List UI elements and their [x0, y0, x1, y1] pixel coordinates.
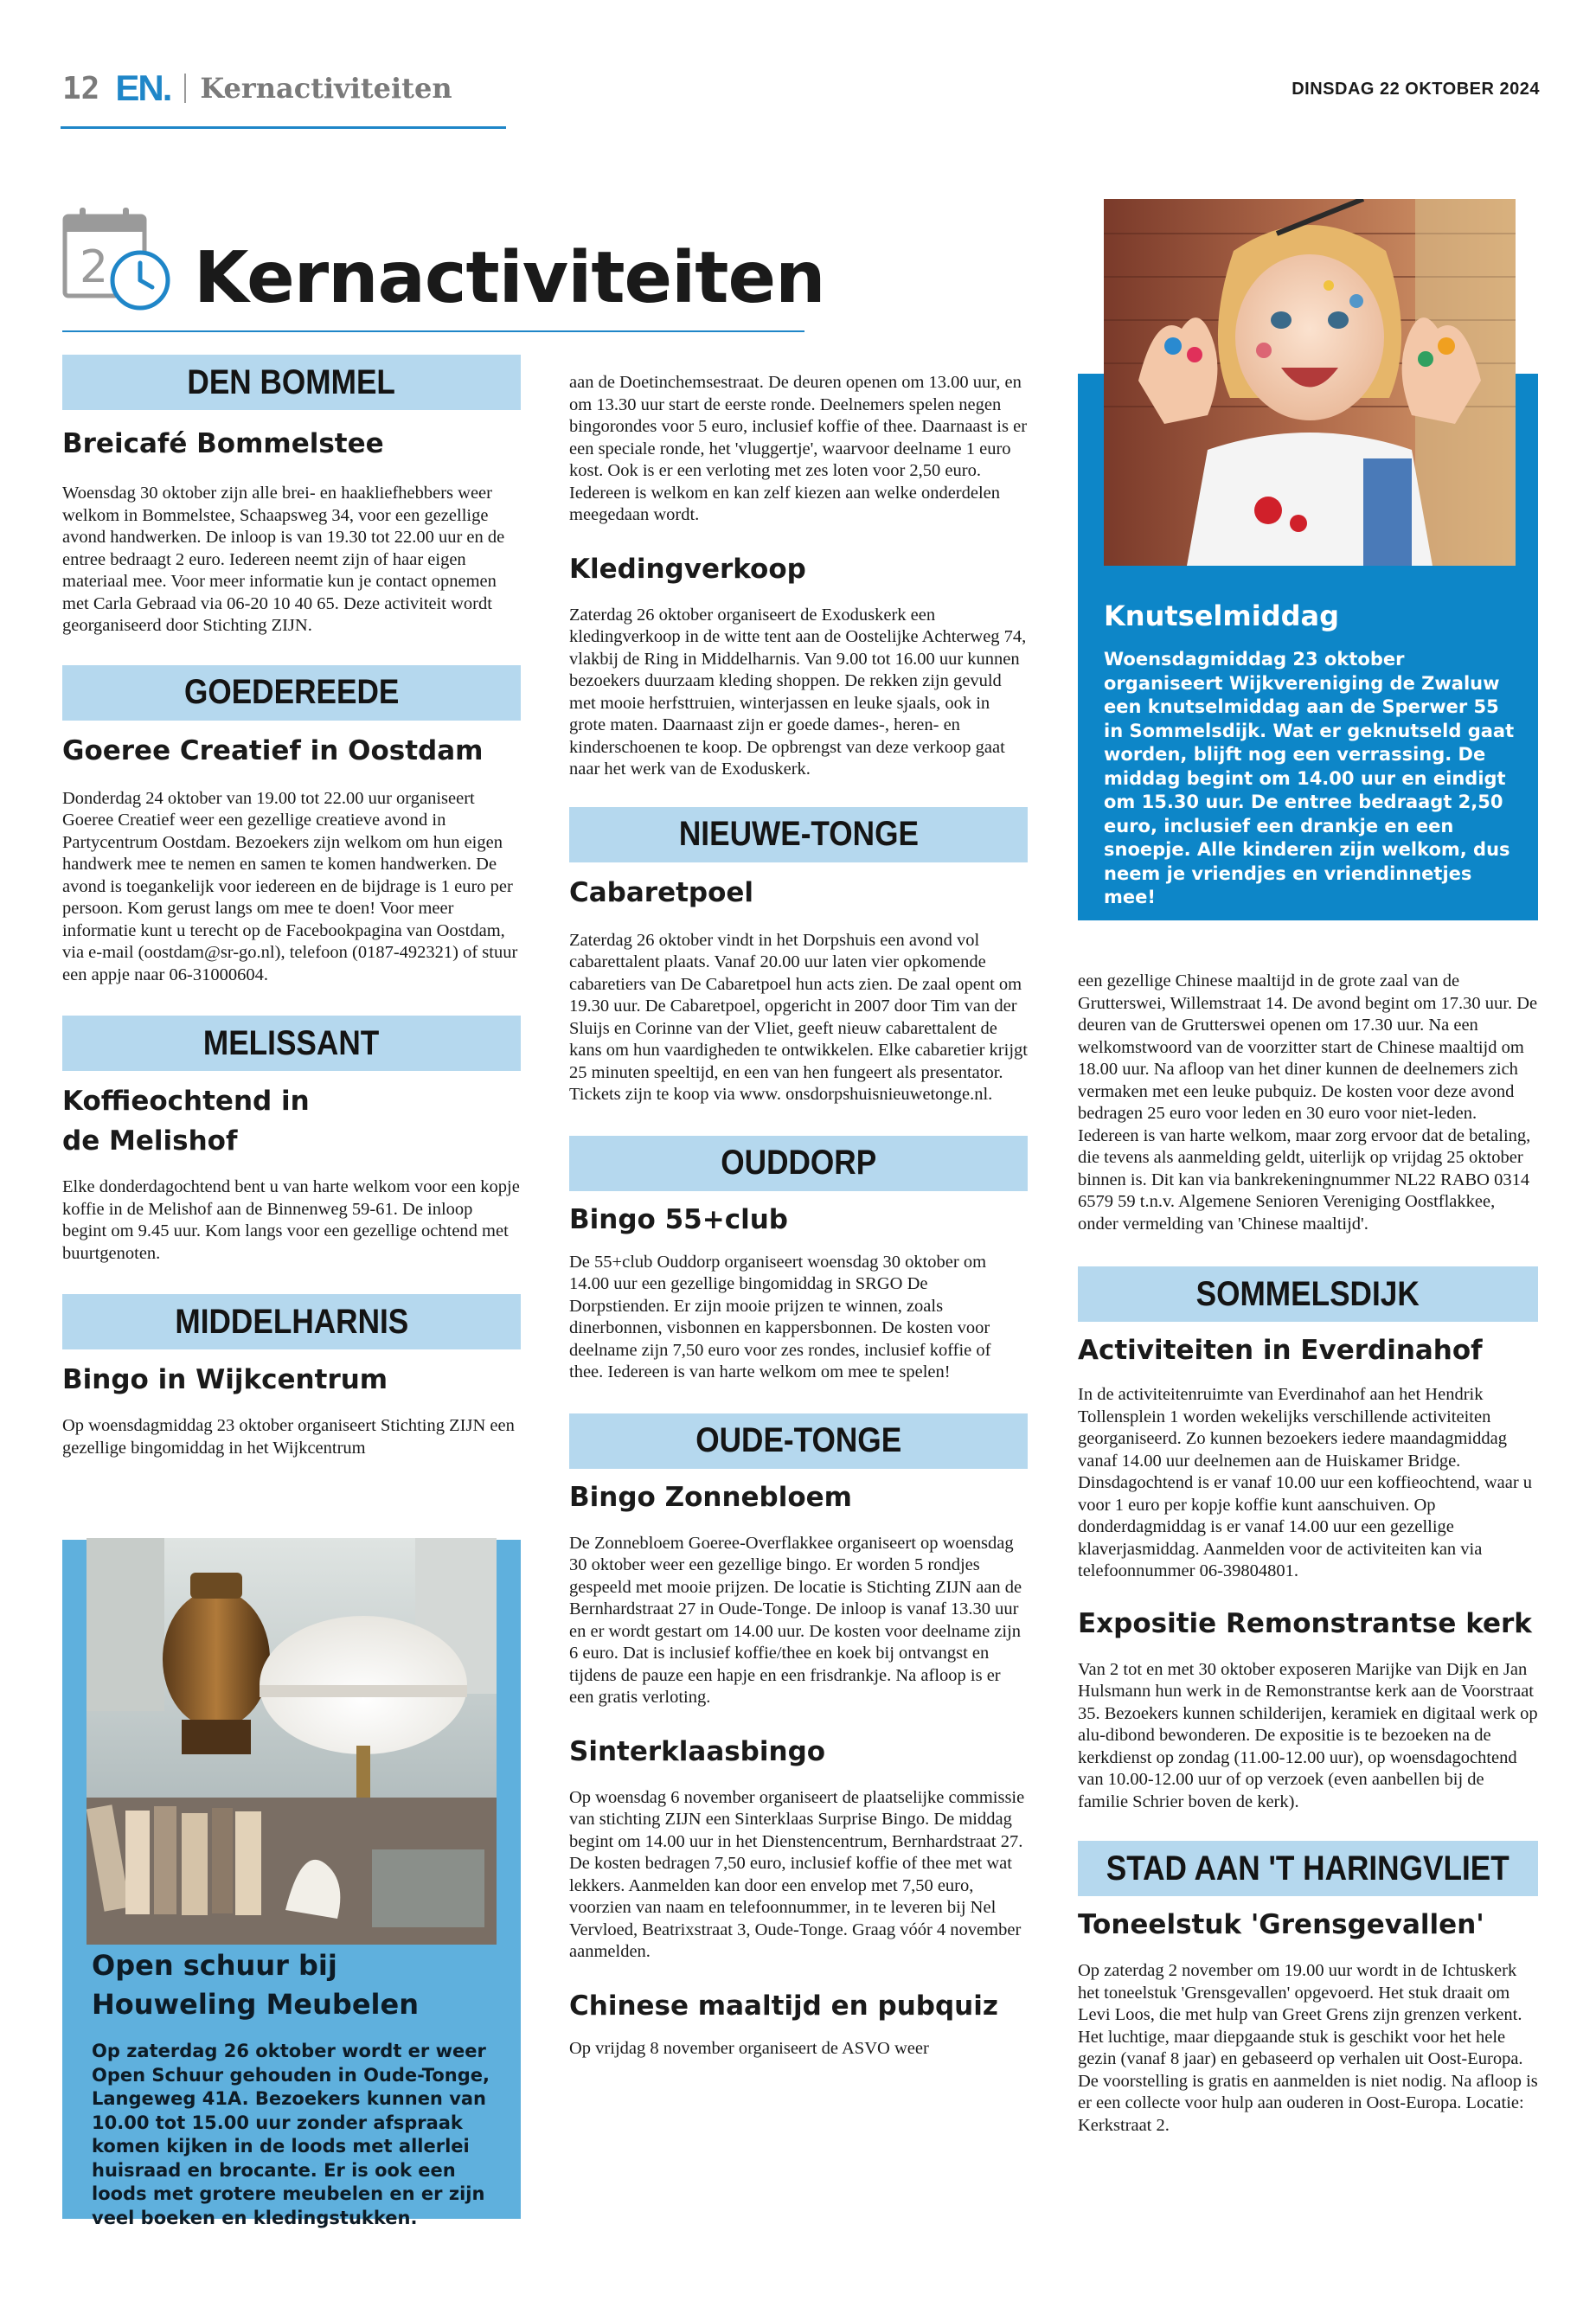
region-banner: [569, 807, 1028, 862]
child-painting-photo: [1104, 199, 1516, 566]
region-banner: [62, 1016, 521, 1071]
article-den-bommel: [62, 355, 521, 638]
calendar-clock-icon: [62, 208, 173, 313]
section-label: Kernactiviteiten: [200, 72, 452, 105]
article-title: Activiteiten in Everdinahof: [1078, 1335, 1483, 1366]
calendar-digit: 2: [80, 241, 109, 293]
region-banner: [569, 1413, 1028, 1469]
column-2: [569, 372, 1028, 2060]
continued-text: een gezellige Chinese maaltijd in de grote zaal van de Grutterswei, Willemstraat 14. De avond begint om 17.30 uur. De deuren van de Grutterswei openen om 17.30 uur. Na een welkomstwoord van de voorzitter start de Chinese maaltijd om 18.00 uur. Na afloop van het diner kunnen de deelnemers zich vermaken met een leuke pubquiz. De kosten voor deze avond bedragen 25 euro voor leden en 30 euro voor niet-leden. Iedereen is van harte welkom, maar zorg ervoor dat de betaling, die tevens als aanmelding geldt, uiterlijk op vrijdag 25 oktober binnen is. Dit kan via bankrekeningnummer NL22 RABO 0314 6579 59 t.n.v. Algemene Senioren Vereniging Oostflakkee, onder vermelding van 'Chinese maaltijd'.: [1078, 971, 1538, 1234]
article-body: Op woensdagmiddag 23 oktober organiseert Stichting ZIJN een gezellige bingomiddag in het Wijkcentrum: [62, 1416, 515, 1458]
article-title: Bingo Zonnebloem: [569, 1481, 852, 1513]
column-3: [1078, 971, 1538, 2137]
article-sinterklaasbingo: [569, 1732, 1028, 1964]
panel-title-line-1: Open schuur bij: [92, 1949, 337, 1982]
region-banner: [1078, 1266, 1538, 1322]
region-banner: [1078, 1841, 1538, 1896]
region-banner: [62, 1294, 521, 1349]
region-banner-label: STAD AAN 'T HARINGVLIET: [1106, 1849, 1509, 1888]
newspaper-logo[interactable]: EN.: [115, 67, 171, 108]
child-illustration: [1104, 199, 1516, 566]
region-banner: [62, 355, 521, 410]
region-banner-label: OUDDORP: [721, 1144, 876, 1182]
panel-text-block: [92, 1946, 507, 2230]
article-kledingverkoop: [569, 549, 1028, 781]
article-chinese-maaltijd: [569, 1986, 1028, 2061]
continued-text: aan de Doetinchemsestraat. De deuren openen om 13.00 uur, en om 13.30 uur start de eerste ronde. Deelnemers spelen negen bingorondes voor 5 euro, inclusief koffie of thee. Daarnaast is er een speciale ronde, het 'vluggertje', waarvoor deelname 1 euro kost. Ook is er een verloting met zes loten voor 2,50 euro. Iedereen is welkom en kan zelf kiezen aan welke onderdelen meegedaan wordt.: [569, 373, 1028, 524]
issue-date: DINSDAG 22 OKTOBER 2024: [1292, 80, 1540, 99]
brocante-illustration: [87, 1538, 497, 1945]
article-sommelsdijk: [1078, 1266, 1538, 1583]
main-heading: [62, 208, 825, 329]
article-oude-tonge: [569, 1413, 1028, 1709]
article-body: Op zaterdag 2 november om 19.00 uur wordt in de Ichtuskerk het toneelstuk 'Grensgevallen' opgevoerd. Het stuk draait om Levi Loos, die met hulp van Greet Grens zijn grenzen verkent. Het luchtige, maar diepgaande stuk is geschikt voor het hele gezin (vanaf 8 jaar) en gebaseerd op verhalen uit Oost-Europa. De voorstelling is gratis en aanmelden is niet nodig. Na afloop is er een collecte voor hulp aan ouderen in Oost-Europa. Locatie: Kerkstraat 2.: [1078, 1961, 1538, 2135]
panel-body: Op zaterdag 26 oktober wordt er weer Open Schuur gehouden in Oude-Tonge, Langeweg 41A. Bezoekers kunnen van 10.00 tot 15.00 uur zonder afspraak komen kijken in de loods met allerlei huisraad en brocante. Er is ook een loods met grotere meubelen en er zijn veel boeken en kledingstukken.: [92, 2041, 490, 2228]
article-goedereede: [62, 665, 521, 987]
article-body: Op woensdag 6 november organiseert de plaatselijke commissie van stichting ZIJN een Sinterklaas Surprise Bingo. De middag begint om 14.00 uur in het Dienstencentrum, Bernhardstraat 27. De kosten bedragen 7,50 euro, inclusief koffie of thee met wat lekkers. Aanmelden kan door een envelop met 7,50 euro, voorzien van naam en telefoonnummer, in te leveren bij Nel Vervloed, Beatrixstraat 3, Oude-Tonge. Graag vóór 4 november aanmelden.: [569, 1787, 1025, 1961]
panel-title: Knutselmiddag: [1104, 599, 1339, 632]
article-ouddorp: [569, 1136, 1028, 1384]
article-body: Zaterdag 26 oktober vindt in het Dorpshuis een avond vol cabarettalent plaats. Vanaf 20.00 uur laten vier opkomende cabaretiers van De Cabaretpoel hun acts zien. De zaal opent om 19.30 uur. De Cabaretpoel, opgericht in 2007 door Tim van der Sluijs en Corinne van der Vliet, geeft nieuw cabarettalent de kans om hun vaardigheden te ontwikkelen. Elke cabaretier krijgt 25 minuten speeltijd, en een van hen fungeert als presentator. Tickets zijn te koop via www. onsdorpshuisnieuwetonge.nl.: [569, 930, 1028, 1104]
page-header: [62, 67, 452, 109]
article-body: De Zonnebloem Goeree-Overflakkee organiseert op woensdag 30 oktober weer een gezellige bingo. Er worden 5 rondjes gespeeld met mooie prijzen. De locatie is Stichting ZIJN aan de Bernhardstraat 27 in Oude-Tonge. De inloop is vanaf 13.30 uur en er wordt gestart om 14.00 uur. De kosten voor deelname zijn 6 euro. Dat is inclusief koffie/thee en koek bij ontvangst en tijdens de pauze een hapje en een frisdrankje. Na afloop is er een gratis verloting.: [569, 1533, 1022, 1707]
column-1: [62, 355, 521, 1459]
article-title: Expositie Remonstrantse kerk: [1078, 1607, 1532, 1639]
article-title: Kledingverkoop: [569, 553, 806, 585]
article-middelharnis: [62, 1294, 521, 1459]
header-divider: [184, 74, 186, 103]
article-title: Bingo 55+club: [569, 1203, 788, 1235]
article-body: Donderdag 24 oktober van 19.00 tot 22.00 uur organiseert Goeree Creatief weer een gezellige creatieve avond in Partycentrum Oostdam. Bezoekers zijn welkom om hun eigen handwerk mee te nemen en samen te komen handwerken. De avond is toegankelijk voor iedereen en de bijdrage is 1 euro per persoon. Kom gerust langs om mee te doen! Voor meer informatie kunt u terecht op de Facebookpagina van Oostdam, via e-mail (oostdam@sr-go.nl), telefoon (0187-492321) of stuur een appje naar 06-31000604.: [62, 788, 518, 984]
region-banner-label: NIEUWE-TONGE: [678, 815, 919, 853]
region-banner: [62, 665, 521, 721]
region-banner-label: SOMMELSDIJK: [1195, 1274, 1420, 1313]
article-melissant: [62, 1016, 521, 1265]
article-body: Zaterdag 26 oktober organiseert de Exoduskerk een kledingverkoop in de witte tent aan de Oostelijke Achterweg 74, vlakbij de Ring in Middelharnis. Van 9.00 tot 16.00 uur kunnen bezoekers duurzaam kleding shoppen. De rekken zijn gevuld met mooie herfsttruien, winterjassen en leuke sjaals, ook in grote maten. Daarnaast zijn er goede dames-, heren- en kinderschoenen te koop. De opbrengst van deze verkoop gaat naar het werk van de Exoduskerk.: [569, 605, 1027, 779]
article-body: Van 2 tot en met 30 oktober exposeren Marijke van Dijk en Jan Hulsmann hun werk in de Remonstrantse kerk aan de Voorstraat 35. Bezoekers kunnen schilderijen, keramiek en digitaal werk op alu-dibond bewonderen. De expositie is te bezoeken na de kerkdienst op zondag (11.00-12.00 uur), op woensdagochtend van 10.00-12.00 uur of op verzoek (even aanbellen bij de familie Schrier boven de kerk).: [1078, 1659, 1538, 1811]
region-banner: [569, 1136, 1028, 1191]
article-stad-aan-t-haringvliet: [1078, 1841, 1538, 2137]
region-banner-label: OUDE-TONGE: [695, 1421, 901, 1459]
article-title-line-2: de Melishof: [62, 1125, 238, 1157]
page-number: 12: [62, 70, 100, 106]
region-banner-label: DEN BOMMEL: [187, 362, 396, 401]
article-body: In de activiteitenruimte van Everdinahof aan het Hendrik Tollensplein 1 worden wekelijks verschillende activiteiten georganiseerd. Zo kunnen bezoekers iedere maandagmiddag vanaf 14.00 uur deelnemen aan de Huiskamer Bridge. Dinsdagochtend is er vanaf 10.00 uur een koffieochtend, waar u voor 1 euro per kopje koffie kunt aanschuiven. Op donderdagmiddag is er vanaf 14.00 uur een gezellige klaverjasmiddag. Aanmelden voor de activiteiten kan via telefoonnummer 06-39804801.: [1078, 1385, 1533, 1580]
article-title: Bingo in Wijkcentrum: [62, 1364, 388, 1395]
article-body: Elke donderdagochtend bent u van harte welkom voor een kopje koffie in de Melishof aan de Binnenweg 59-61. De inloop begint om 9.45 uur. Kom langs voor een gezellige ochtend met buurtgenoten.: [62, 1177, 520, 1263]
article-title: Goeree Creatief in Oostdam: [62, 734, 484, 766]
article-title-line-1: Koffieochtend in: [62, 1086, 310, 1117]
article-title: Sinterklaasbingo: [569, 1735, 826, 1767]
region-banner-label: MELISSANT: [203, 1023, 380, 1062]
article-title: Toneelstuk 'Grensgevallen': [1078, 1909, 1484, 1940]
article-body: Woensdag 30 oktober zijn alle brei- en haakliefhebbers weer welkom in Bommelstee, Schaapsweg 34, voor een gezellige avond handwerken. De inloop is van 19.30 tot 22.00 uur en de entree bedraagt 2 euro. Iedereen neemt zijn of haar eigen materiaal mee. Voor meer informatie kun je contact opnemen met Carla Gebraad via 06-20 10 40 65. Deze activiteit wordt georganiseerd door Stichting ZIJN.: [62, 484, 505, 635]
title-rule: [62, 330, 804, 332]
article-title: Chinese maaltijd en pubquiz: [569, 1990, 998, 2022]
article-expositie: [1078, 1604, 1538, 1814]
panel-text-block: [1104, 597, 1519, 910]
panel-title-line-2: Houweling Meubelen: [92, 1988, 419, 2021]
brocante-photo: [87, 1538, 497, 1945]
article-title: Breicafé Bommelstee: [62, 428, 384, 459]
article-title: Cabaretpoel: [569, 876, 754, 908]
header-rule: [61, 126, 506, 129]
panel-body: Woensdagmiddag 23 oktober organiseert Wijkvereniging de Zwaluw een knutselmiddag aan de Sperwer 55 in Sommelsdijk. Wat er geknutseld gaat worden, blijft nog een verrassing. De middag begint om 14.00 uur en eindigt om 15.30 uur. De entree bedraagt 2,50 euro, inclusief een drankje en een snoepje. Alle kinderen zijn welkom, dus neem je vriendjes en vriendinnetjes mee!: [1104, 649, 1515, 907]
article-body: De 55+club Ouddorp organiseert woensdag 30 oktober om 14.00 uur een gezellige bingomiddag in SRGO De Dorpstienden. Er zijn mooie prijzen te winnen, zoals dinerbonnen, visbonnen en kappersbonnen. De kosten voor deelname zijn 7,50 euro voor zes rondes, inclusief koffie of thee. Iedereen is van harte welkom om mee te spelen!: [569, 1252, 991, 1381]
page-title: Kernactiviteiten: [194, 237, 825, 319]
article-body: Op vrijdag 8 november organiseert de ASVO weer: [569, 2038, 929, 2058]
article-nieuwe-tonge: [569, 807, 1028, 1106]
region-banner-label: GOEDEREEDE: [183, 673, 400, 711]
region-banner-label: MIDDELHARNIS: [175, 1302, 408, 1341]
